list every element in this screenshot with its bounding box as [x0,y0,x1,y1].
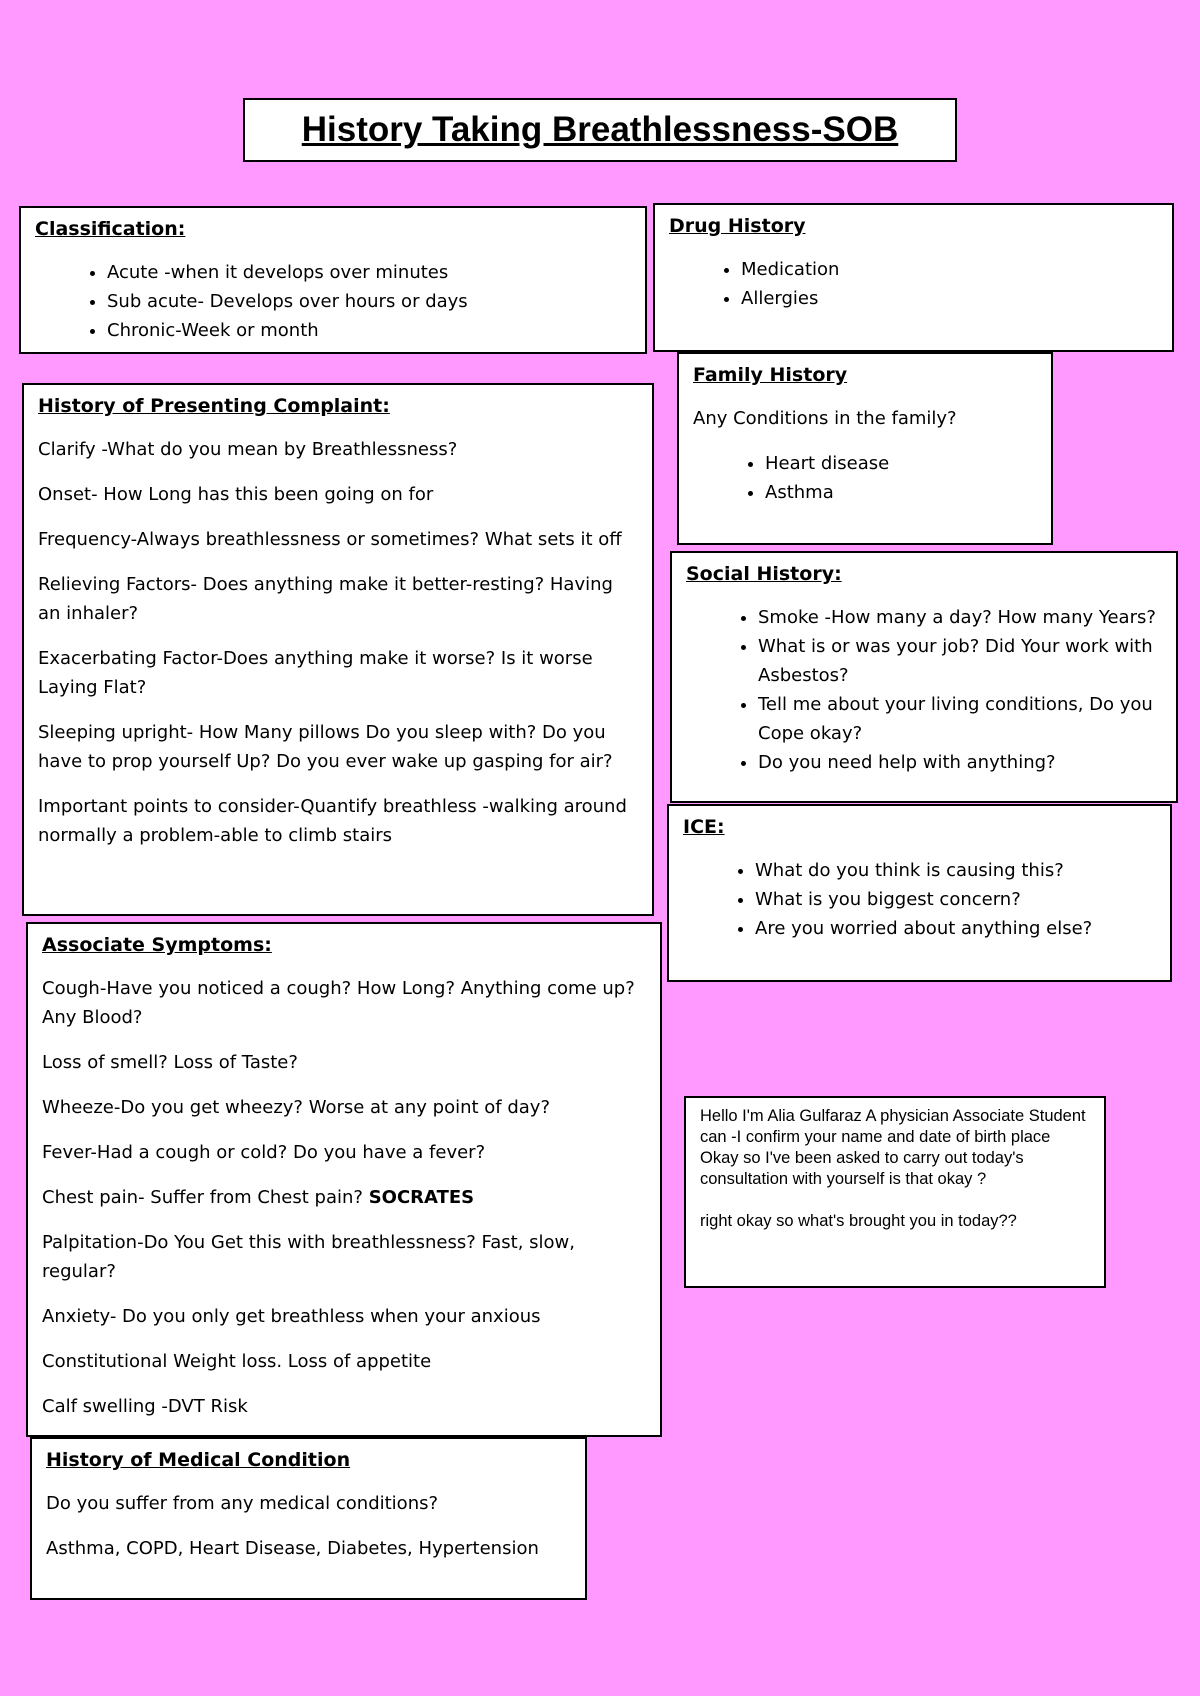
social-history-heading: Social History: [686,563,842,585]
classification-list [35,258,631,345]
list-item: • Tell me about your living conditions, Do you Cope okay? [758,690,1162,748]
symptom-paragraph: Fever-Had a cough or cold? Do you have a fever? [42,1142,486,1163]
hpc-paragraph: Exacerbating Factor-Does anything make it worse? Is it worse Laying Flat? [38,648,593,698]
symptom-paragraph: Anxiety- Do you only get breathless when your anxious [42,1306,541,1327]
symptom-paragraph-chest-pain [42,1183,646,1212]
symptom-paragraph: Constitutional Weight loss. Loss of appetite [42,1351,432,1372]
symptom-paragraph: Palpitation-Do You Get this with breathlessness? Fast, slow, regular? [42,1232,575,1282]
symptom-paragraph: Wheeze-Do you get wheezy? Worse at any point of day? [42,1097,551,1118]
list-item: • Do you need help with anything? [758,748,1162,777]
drug-history-box [653,203,1174,352]
family-history-box [677,352,1053,545]
hpc-paragraph: Frequency-Always breathlessness or sometimes? What sets it off [38,529,622,550]
medical-history-heading: History of Medical Condition [46,1449,351,1471]
ice-heading: ICE: [683,816,725,838]
hpc-paragraph: Relieving Factors- Does anything make it better-resting? Having an inhaler? [38,574,613,624]
associate-symptoms-heading: Associate Symptoms: [42,934,272,956]
classification-box [19,206,647,354]
list-item: • What is you biggest concern? [755,885,1156,914]
social-history-list [686,603,1162,777]
presenting-complaint-heading: History of Presenting Complaint: [38,395,390,417]
socrates-label: SOCRATES [368,1187,475,1208]
list-item: • Chronic-Week or month [107,316,631,345]
chest-pain-text: Chest pain- Suffer from Chest pain? [42,1187,363,1208]
list-item: • What is or was your job? Did Your work with Asbestos? [758,632,1162,690]
hpc-paragraph: Sleeping upright- How Many pillows Do you sleep with? Do you have to prop yourself Up? Do you ever wake up gasping for air? [38,722,613,772]
list-item: • Sub acute- Develops over hours or days [107,287,631,316]
list-item: • Are you worried about anything else? [755,914,1156,943]
hpc-paragraph: Onset- How Long has this been going on for [38,484,434,505]
drug-history-list [669,255,1158,313]
medical-history-paragraph: Do you suffer from any medical conditions? [46,1493,439,1514]
ice-list [683,856,1156,943]
family-history-heading: Family History [693,364,848,386]
intro-line: Hello I'm Alia Gulfaraz A physician Associate Student can -I confirm your name and date of birth place [700,1107,1086,1146]
associate-symptoms-box [26,922,662,1437]
intro-line: Okay so I've been asked to carry out today's consultation with yourself is that okay ? [700,1149,1024,1188]
list-item: • Asthma [765,478,1037,507]
list-item: • Allergies [741,284,1158,313]
list-item: • Acute -when it develops over minutes [107,258,631,287]
intro-line: right okay so what's brought you in today?? [700,1212,1017,1230]
hpc-paragraph: Clarify -What do you mean by Breathlessness? [38,439,458,460]
ice-box [667,804,1172,982]
intro-note-box [684,1096,1106,1288]
medical-history-paragraph: Asthma, COPD, Heart Disease, Diabetes, Hypertension [46,1538,539,1559]
family-history-question: Any Conditions in the family? [693,408,957,429]
family-history-list [693,449,1037,507]
list-item: • Smoke -How many a day? How many Years? [758,603,1162,632]
symptom-paragraph: Calf swelling -DVT Risk [42,1396,248,1417]
drug-history-heading: Drug History [669,215,806,237]
list-item: • Medication [741,255,1158,284]
list-item: • What do you think is causing this? [755,856,1156,885]
hpc-paragraph: Important points to consider-Quantify breathless -walking around normally a problem-able to climb stairs [38,796,627,846]
classification-heading: Classification: [35,218,186,240]
symptom-paragraph: Cough-Have you noticed a cough? How Long? Anything come up? Any Blood? [42,978,635,1028]
page-title: History Taking Breathlessness-SOB [243,98,957,162]
medical-history-box [30,1437,587,1600]
list-item: • Heart disease [765,449,1037,478]
symptom-paragraph: Loss of smell? Loss of Taste? [42,1052,298,1073]
presenting-complaint-box [22,383,654,916]
social-history-box [670,551,1178,803]
